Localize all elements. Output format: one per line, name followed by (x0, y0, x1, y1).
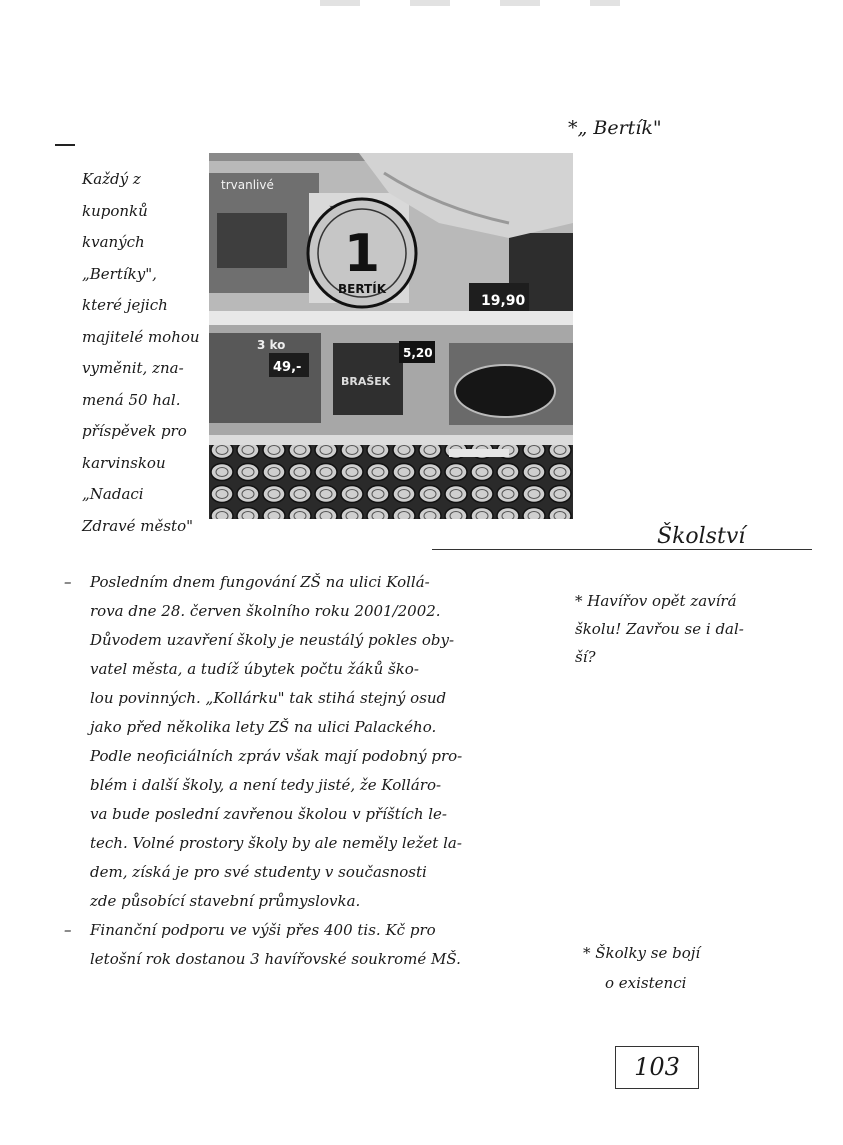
page-number: 103 (615, 1046, 699, 1089)
caption-line: Každý z (82, 170, 141, 188)
margin-note-line: * Havířov opět zavírá (575, 592, 737, 610)
line-text: va bude poslední zavřenou školou v příštích le- (90, 805, 447, 823)
caption-line: mená 50 hal. (82, 390, 181, 409)
text-line (64, 771, 584, 800)
line-text: rova dne 28. červen školního roku 2001/2002. (90, 602, 441, 620)
line-text: Důvodem uzavření školy je neustálý pokles oby- (90, 631, 455, 649)
text-line (64, 887, 584, 916)
text-line (64, 684, 584, 713)
photo-drawing (209, 153, 573, 519)
flyer-text: 3 ko (257, 338, 286, 352)
bertik-annotation: *„ Bertík" (568, 117, 662, 139)
caption-line: příspěvek pro (82, 422, 187, 440)
caption-line: „Bertíky", (82, 264, 157, 283)
text-line (64, 655, 584, 684)
line-text: Finanční podporu ve výši přes 400 tis. Kč pro (90, 921, 436, 939)
line-text: jako před několika lety ZŠ na ulici Palackého. (90, 718, 437, 736)
margin-note-line: o existenci (605, 974, 687, 992)
bullet-dash: – (64, 573, 72, 591)
coin-label: BERTÍK (338, 282, 386, 296)
section-heading-skolstvi: Školství (657, 524, 746, 549)
line-text: zde působící stavební průmyslovka. (90, 892, 361, 910)
text-line (64, 800, 584, 829)
text-line (64, 742, 584, 771)
caption-line: „Nadaci (82, 485, 144, 503)
line-text: lou povinných. „Kollárku" tak stihá stejný osud (90, 689, 447, 707)
text-line (64, 597, 584, 626)
coin-number: 1 (343, 224, 381, 284)
line-text: dem, získá je pro své studenty v současnosti (90, 863, 427, 881)
main-text-block (64, 568, 584, 974)
bullet-dash: – (64, 921, 72, 939)
line-text: Podle neoficiálních zpráv však mají podobný pro- (90, 747, 463, 765)
text-line (64, 916, 584, 945)
caption-line: které jejich (82, 296, 168, 314)
text-line (64, 626, 584, 655)
margin-note-kindergartens (583, 938, 833, 998)
header-scan-remnant (320, 0, 620, 6)
product-label: BRAŠEK (341, 375, 391, 388)
price-tag-text: 19,90 (481, 293, 526, 309)
text-line (64, 945, 584, 974)
caption-line: karvinskou (82, 453, 166, 472)
line-text: letošní rok dostanou 3 havířovské soukromé MŠ. (90, 950, 461, 968)
photo-caption (82, 164, 217, 542)
line-text: tech. Volné prostory školy by ale neměly ležet la- (90, 834, 462, 852)
caption-line: kvaných (82, 233, 145, 251)
line-text: blém i další školy, a není tedy jisté, že Kolláro- (90, 776, 442, 794)
bertik-coins-photo (209, 153, 573, 519)
text-line (64, 568, 584, 597)
caption-line: kuponků (82, 201, 148, 220)
caption-line: vyměnit, zna- (82, 359, 184, 377)
price-tag-text: 49,- (273, 360, 302, 375)
line-text: Posledním dnem fungování ZŠ na ulici Kollá- (90, 573, 430, 591)
line-text: vatel města, a tudíž úbytek počtu žáků ško- (90, 660, 419, 678)
text-line (64, 713, 584, 742)
flyer-text: trvanlivé (221, 178, 274, 192)
text-line (64, 829, 584, 858)
price-tag-text: 5,20 (403, 346, 433, 360)
margin-note-school-closing (575, 587, 835, 671)
caption-line: majitelé mohou (82, 327, 200, 346)
top-dash-mark (55, 144, 75, 146)
text-line (64, 858, 584, 887)
margin-note-line: * Školky se bojí (583, 944, 701, 962)
caption-line: Zdravé město" (82, 516, 194, 535)
margin-note-line: ší? (575, 648, 596, 666)
margin-note-line: školu! Zavřou se i dal- (575, 620, 744, 638)
section-underline (432, 549, 812, 550)
